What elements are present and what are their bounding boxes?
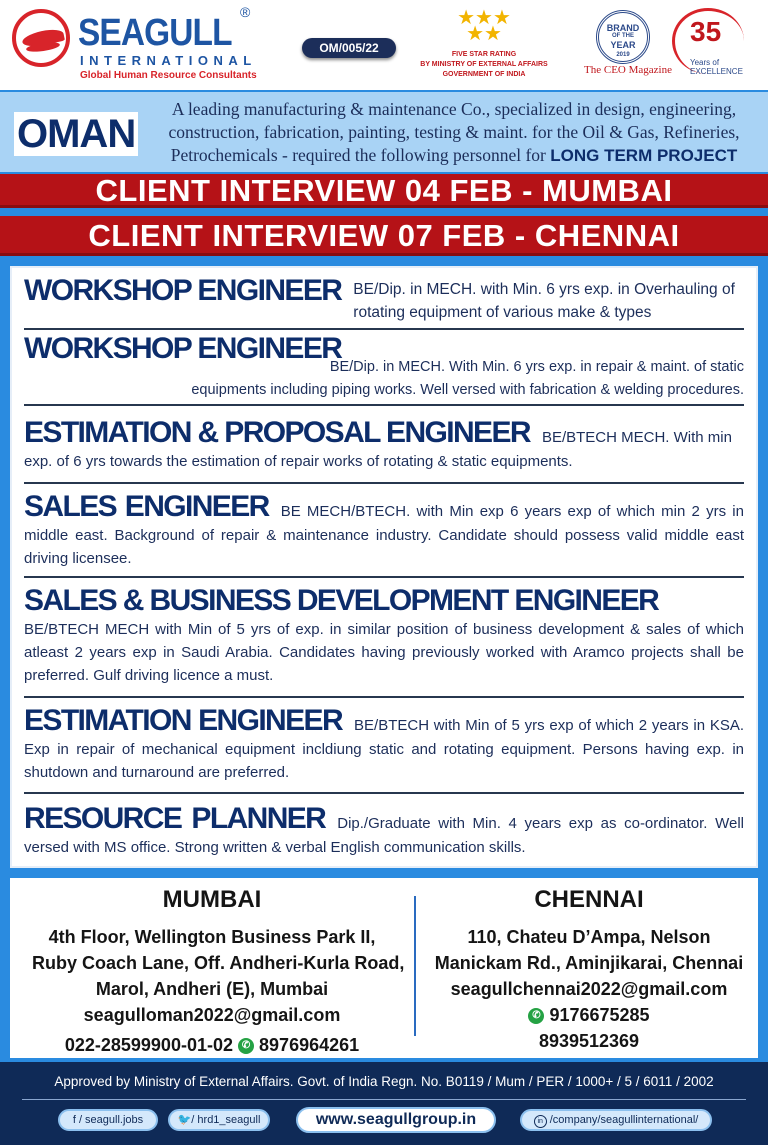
linkedin-label: /company/seagullinternational/	[549, 1114, 699, 1126]
address-line: 110, Chateu D’Ampa, Nelson	[467, 927, 711, 947]
job-item	[24, 580, 744, 698]
linkedin-link[interactable]	[520, 1109, 712, 1131]
job-title: ESTIMATION ENGINEER	[24, 704, 343, 737]
address-line: Marol, Andheri (E), Mumbai	[95, 979, 329, 999]
contact-section	[10, 878, 758, 1058]
brand-subtitle: INTERNATIONAL	[80, 53, 257, 68]
job-title: ESTIMATION & PROPOSAL ENGINEER	[24, 416, 530, 449]
anniversary-number: 35	[690, 16, 722, 47]
job-item	[24, 408, 744, 484]
office-city: CHENNAI	[534, 886, 644, 913]
job-item	[24, 486, 744, 578]
email-link[interactable]: seagulloman2022@gmail.com	[83, 1005, 341, 1025]
email-link[interactable]: seagullchennai2022@gmail.com	[450, 979, 728, 999]
address-line: 4th Floor, Wellington Business Park II,	[48, 927, 376, 947]
job-item	[24, 796, 744, 866]
phone-number[interactable]: 022-28599900-01-02	[64, 1035, 233, 1055]
job-description: BE/Dip. in MECH. with Min. 6 yrs exp. in Overhauling of rotating equipment of various make & types	[353, 281, 735, 321]
job-item	[24, 274, 744, 330]
country-label: OMAN	[14, 112, 138, 156]
intro-text	[148, 98, 760, 167]
tagline: Global Human Resource Consultants	[80, 70, 257, 81]
award-line: OF THE	[612, 33, 634, 39]
header	[0, 0, 768, 90]
approval-text: Approved by Ministry of External Affairs. Govt. of India Regn. No. B0119 / Mum / PER / 1000+ / 5 / 6011 / 2002	[54, 1074, 714, 1089]
job-title: SALES ENGINEER	[24, 490, 269, 523]
office-city: MUMBAI	[162, 886, 262, 913]
rating-line: FIVE STAR RATING	[451, 51, 517, 58]
job-title: SALES & BUSINESS DEVELOPMENT ENGINEER	[24, 584, 659, 617]
job-description: BE/BTECH MECH. With min exp. of 6 yrs towards the estimation of repair works of rotating & static equipments.	[24, 429, 732, 470]
facebook-link[interactable]	[58, 1109, 158, 1131]
phone-number[interactable]: 8939512369	[538, 1031, 640, 1051]
job-description: BE/BTECH with Min of 5 yrs exp of which 2 years in KSA. Exp in repair of mechanical equipment incldiung static and rotating equipment. Persons having exp. in shutdown and turnaround are preferred.	[24, 717, 744, 781]
linkedin-icon: in	[534, 1115, 547, 1128]
rating-line: GOVERNMENT OF INDIA	[442, 71, 526, 78]
twitter-link[interactable]	[168, 1109, 270, 1131]
whatsapp-number[interactable]: 8976964261	[259, 1035, 360, 1055]
address-line: Ruby Coach Lane, Off. Andheri-Kurla Road,	[32, 953, 405, 973]
award-line: 2019	[616, 52, 630, 58]
seagull-logo-icon	[12, 9, 70, 67]
intro-description: A leading manufacturing & maintenance Co., specialized in design, engineering, construction, fabrication, painting, testing & maint. for the Oil & Gas, Refineries, Petrochemicals - required the following personnel for	[168, 99, 740, 165]
award-line: BRAND	[606, 23, 640, 33]
twitter-label: / hrd1_seagull	[191, 1114, 261, 1126]
divider	[414, 896, 416, 1036]
five-stars-icon: ★★★ ★★	[457, 7, 511, 45]
brand-of-year-badge	[596, 10, 650, 64]
twitter-icon: 🐦	[177, 1114, 192, 1126]
job-title: WORKSHOP ENGINEER	[24, 274, 342, 307]
job-title: WORKSHOP ENGINEER	[24, 332, 342, 365]
whatsapp-icon: ✆	[528, 1008, 544, 1024]
job-description: Dip./Graduate with Min. 4 years exp as co-ordinator. Well versed with MS office. Strong written & verbal English communication skills.	[24, 815, 745, 856]
facebook-label: f / seagull.jobs	[72, 1114, 144, 1126]
reference-badge: OM/005/22	[302, 38, 396, 58]
registered-mark: ®	[240, 4, 251, 20]
job-list	[10, 266, 758, 868]
anniversary-text: Years of EXCELLENCE	[690, 58, 743, 76]
job-description: BE/BTECH MECH with Min of 5 yrs of exp. in similar position of business development & sales of which atleast 2 years exp in Saudi Arabia. Candidates having previously worked with Aramco projects shall be preferred. Gulf driving licence a must.	[24, 621, 744, 684]
office-mumbai	[32, 886, 405, 1058]
whatsapp-icon: ✆	[238, 1038, 254, 1054]
office-chennai	[424, 886, 754, 1054]
whatsapp-number[interactable]: 9176675285	[549, 1005, 650, 1025]
website-link[interactable]: www.seagullgroup.in	[296, 1107, 496, 1133]
rating-line: BY MINISTRY OF EXTERNAL AFFAIRS	[420, 61, 548, 68]
rating-text	[412, 50, 556, 80]
brand-name: SEAGULL	[78, 12, 232, 54]
footer-divider	[22, 1099, 746, 1100]
job-item	[24, 332, 744, 406]
job-title: RESOURCE PLANNER	[24, 802, 326, 835]
long-term-project: LONG TERM PROJECT	[550, 146, 738, 165]
address-line: Manickam Rd., Aminjikarai, Chennai	[434, 953, 744, 973]
job-item	[24, 700, 744, 794]
interview-banner-chennai: CLIENT INTERVIEW 07 FEB - CHENNAI	[0, 216, 768, 256]
footer	[0, 1062, 768, 1145]
job-description: BE MECH/BTECH. with Min exp 6 years exp of which min 2 yrs in middle east. Background of repair & maintenance industry. Candidate should possess valid middle east driving licensee.	[24, 503, 744, 567]
magazine-name: The CEO Magazine	[584, 64, 672, 76]
award-line: YEAR	[610, 40, 636, 50]
job-description: BE/Dip. in MECH. With Min. 6 yrs exp. in repair & maint. of static equipments including piping works. Well versed with fabrication & welding procedures.	[191, 359, 744, 398]
interview-banner-mumbai: CLIENT INTERVIEW 04 FEB - MUMBAI	[0, 174, 768, 208]
